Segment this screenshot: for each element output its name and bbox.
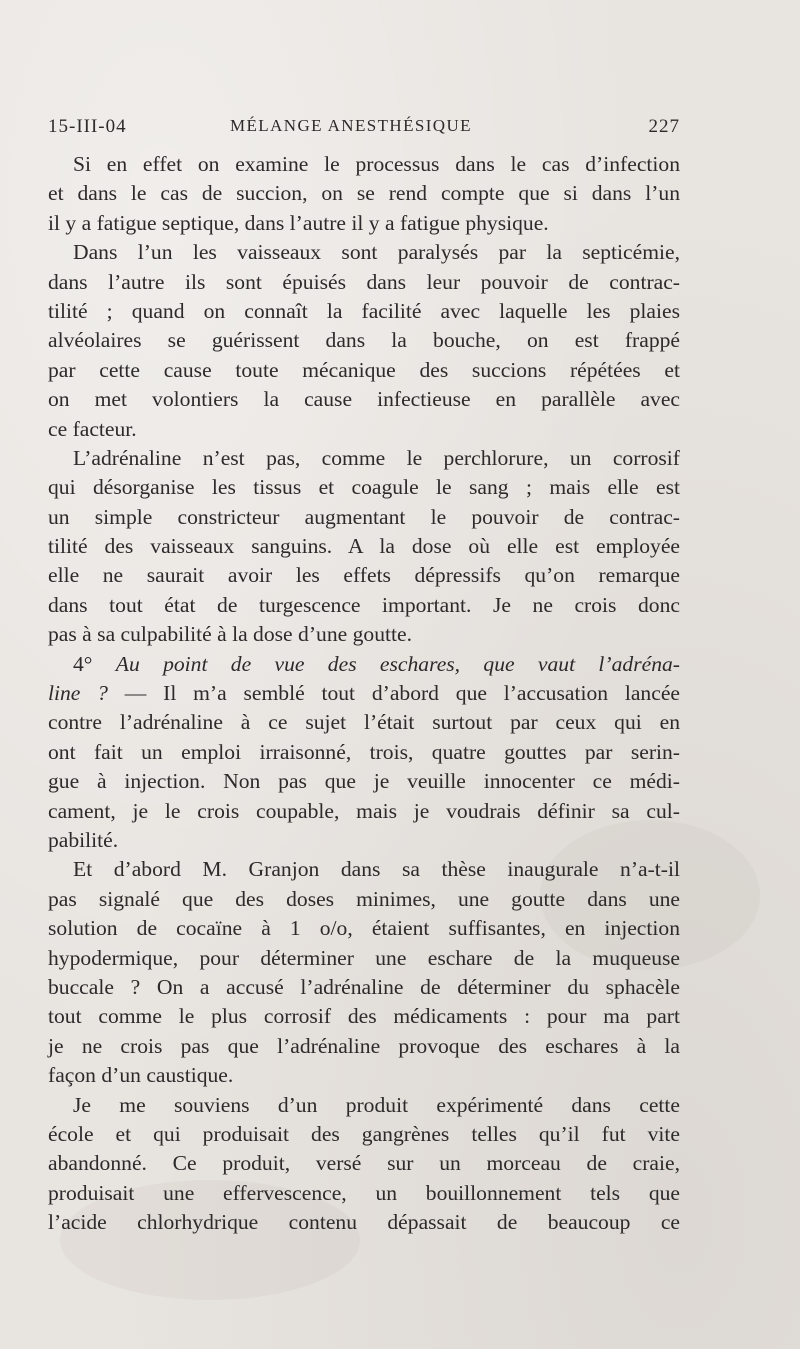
text-line: [48, 944, 680, 973]
body-text: [48, 150, 680, 1237]
text-line: [48, 767, 680, 796]
text-line: [48, 1179, 680, 1208]
text-line: [48, 1061, 680, 1090]
line-text: — Il m’a semblé tout d’abord que l’accusation lancée: [107, 681, 680, 706]
line-text: Je me souviens d’un produit expérimenté dans cette: [73, 1092, 680, 1117]
italic-heading: Au point de vue des eschares, que vaut l’adréna-: [115, 651, 680, 676]
line-text: on met volontiers la cause infectieuse en parallèle avec: [48, 387, 680, 412]
line-text: un simple constricteur augmentant le pouvoir de contrac-: [48, 504, 680, 529]
line-text: Si en effet on examine le processus dans le cas d’infection: [73, 152, 680, 176]
line-text: L’adrénaline n’est pas, comme le perchlorure, un corrosif: [73, 445, 680, 470]
line-text: pabilité.: [48, 827, 119, 852]
section-number: 4°: [73, 651, 116, 676]
text-line: [48, 356, 680, 385]
text-line: [48, 209, 680, 238]
text-line: [48, 385, 680, 414]
line-text: produisait une effervescence, un bouillonnement tels que: [48, 1180, 680, 1205]
line-text: tilité ; quand on connaît la facilité avec laquelle les plaies: [48, 298, 680, 323]
page-number: 227: [648, 116, 680, 137]
text-line: [48, 532, 680, 561]
line-text: Dans l’un les vaisseaux sont paralysés par la septicémie,: [73, 240, 680, 265]
line-text: dans tout état de turgescence important. Je ne crois donc: [48, 592, 680, 617]
line-text: il y a fatigue septique, dans l’autre il y a fatigue physique.: [48, 210, 549, 235]
line-text: elle ne saurait avoir les effets dépressifs qu’on remarque: [48, 563, 680, 588]
text-line: [48, 179, 680, 208]
line-text: cament, je le crois coupable, mais je voudrais définir sa cul-: [48, 798, 680, 823]
text-line: [48, 444, 680, 473]
line-text: l’acide chlorhydrique contenu dépassait de beaucoup ce: [48, 1210, 680, 1235]
text-line: [48, 738, 680, 767]
running-header: [48, 116, 680, 142]
line-text: et dans le cas de succion, on se rend compte que si dans l’un: [48, 181, 680, 206]
text-line: [48, 415, 680, 444]
line-text: école et qui produisait des gangrènes telles qu’il fut vite: [48, 1121, 680, 1146]
italic-heading: line ?: [48, 681, 108, 706]
line-text: buccale ? On a accusé l’adrénaline de déterminer du sphacèle: [48, 974, 680, 999]
text-line: [48, 1149, 680, 1178]
text-line: [48, 503, 680, 532]
line-text: dans l’autre ils sont épuisés dans leur pouvoir de contrac-: [48, 269, 680, 294]
line-text: façon d’un caustique.: [48, 1063, 234, 1088]
text-line: [48, 297, 680, 326]
text-line: [48, 620, 680, 649]
header-title: MÉLANGE ANESTHÉSIQUE: [230, 116, 472, 135]
line-text: ce facteur.: [48, 416, 137, 441]
line-text: par cette cause toute mécanique des succions répétées et: [48, 357, 680, 382]
line-text: contre l’adrénaline à ce sujet l’était surtout par ceux qui en: [48, 710, 680, 735]
text-line: [48, 855, 680, 884]
text-line: [48, 708, 680, 737]
line-text: gue à injection. Non pas que je veuille innocenter ce médi-: [48, 769, 680, 794]
line-text: qui désorganise les tissus et coagule le sang ; mais elle est: [48, 475, 680, 500]
text-line: [48, 150, 680, 179]
line-text: Et d’abord M. Granjon dans sa thèse inaugurale n’a-t-il: [73, 857, 680, 882]
line-text: pas signalé que des doses minimes, une goutte dans une: [48, 886, 680, 911]
header-date: 15-III-04: [48, 116, 127, 137]
text-line: [48, 650, 680, 679]
line-text: ont fait un emploi irraisonné, trois, quatre gouttes par serin-: [48, 739, 680, 764]
text-line: [48, 679, 680, 708]
text-line: [48, 1120, 680, 1149]
line-text: hypodermique, pour déterminer une eschare de la muqueuse: [48, 945, 680, 970]
text-line: [48, 826, 680, 855]
text-line: [48, 1032, 680, 1061]
text-line: [48, 1091, 680, 1120]
line-text: pas à sa culpabilité à la dose d’une goutte.: [48, 622, 412, 647]
text-line: [48, 885, 680, 914]
line-text: tilité des vaisseaux sanguins. A la dose où elle est employée: [48, 534, 680, 559]
text-line: [48, 238, 680, 267]
line-text: solution de cocaïne à 1 o/o, étaient suffisantes, en injection: [48, 916, 680, 941]
line-text: alvéolaires se guérissent dans la bouche, on est frappé: [48, 328, 680, 353]
text-line: [48, 591, 680, 620]
line-text: abandonné. Ce produit, versé sur un morceau de craie,: [48, 1151, 680, 1176]
text-line: [48, 561, 680, 590]
text-line: [48, 326, 680, 355]
text-line: [48, 797, 680, 826]
text-line: [48, 914, 680, 943]
text-line: [48, 473, 680, 502]
line-text: tout comme le plus corrosif des médicaments : pour ma part: [48, 1004, 680, 1029]
text-line: [48, 973, 680, 1002]
text-line: [48, 1208, 680, 1237]
text-line: [48, 1002, 680, 1031]
line-text: je ne crois pas que l’adrénaline provoque des eschares à la: [48, 1033, 680, 1058]
text-line: [48, 268, 680, 297]
